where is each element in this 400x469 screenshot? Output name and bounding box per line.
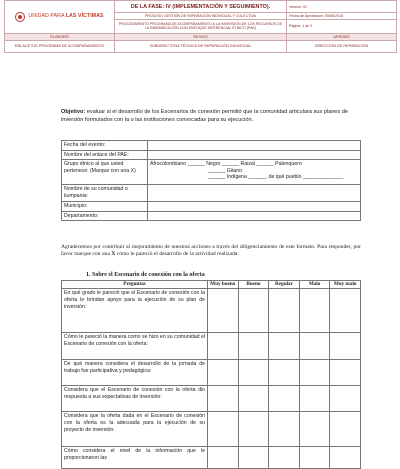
objective-label: Objetivo: [61, 109, 86, 115]
header-malo: Malo [299, 281, 330, 289]
table-row [62, 447, 361, 469]
header-regular: Regular [269, 281, 300, 289]
answer-cell[interactable] [299, 333, 330, 360]
event-info-table [61, 140, 361, 221]
answer-cell[interactable] [208, 289, 239, 333]
answer-cell[interactable] [238, 412, 269, 447]
answer-cell[interactable] [330, 289, 361, 333]
unidad-victimas-logo-icon [15, 12, 25, 22]
pae-name-field[interactable] [148, 150, 361, 160]
question-cell: De qué manera considera el desarrollo de la jornada de trabajo fue participativa y pedagógica: [62, 360, 208, 386]
answer-cell[interactable] [208, 412, 239, 447]
answer-cell[interactable] [269, 360, 300, 386]
phase-title: DE LA FASE: IV (IMPLEMENTACIÓN Y SEGUIMIENTO). [115, 1, 287, 13]
municipality-label: Municipio: [62, 202, 148, 212]
col-reviso: REVISÓ [115, 34, 287, 41]
answer-cell[interactable] [238, 447, 269, 469]
answer-cell[interactable] [299, 386, 330, 412]
answer-cell[interactable] [208, 447, 239, 469]
table-row [62, 333, 361, 360]
question-cell: Cómo le pareció la manera como se hizo en su comunidad el Escenario de conexión con la oferta: [62, 333, 208, 360]
ethnic-line-2: ______ Gitano [208, 167, 243, 174]
header-muy-malo: Muy malo [330, 281, 361, 289]
answer-cell[interactable] [269, 333, 300, 360]
elaboro-value: ENLACE SIG PROGRAMA DE ACOMPAÑAMIENTO [5, 41, 115, 53]
header-bueno: Bueno [238, 281, 269, 289]
col-elaboro: ELABORÓ [5, 34, 115, 41]
answer-cell[interactable] [208, 360, 239, 386]
objective-text: evaluar si el desarrollo de los Escenarios de conexión permitió que la comunidad articulara sus planes de inversión formulados con la o las instituciones convocadas para su ejecución. [61, 109, 348, 124]
event-date-label: Fecha del evento: [62, 141, 148, 151]
pae-name-label: Nombre del enlace del PAE: [62, 150, 148, 160]
logo-cell [5, 1, 115, 34]
department-label: Departamento: [62, 211, 148, 221]
question-cell: Considera que el Escenario de conexión con la oferta dio respuesta a sus expectativas de inversión: [62, 386, 208, 412]
section-title: 1. Sobre el Escenario de conexión con la oferta [86, 272, 205, 278]
ethnic-group-label: Grupo étnico al que usted pertenece: (Marque con una X) [62, 160, 148, 185]
header-muy-bueno: Muy bueno [208, 281, 239, 289]
evaluation-table [61, 280, 361, 469]
version: Versión: 01 [287, 1, 397, 13]
answer-cell[interactable] [299, 360, 330, 386]
reviso-value: SUBDIRECTORA TÉCNICA DE REPARACIÓN INDIVIDUAL [115, 41, 287, 53]
table-row [62, 289, 361, 333]
question-cell: Considera que la oferta dada en el Escenario de conexión con la oferta es la adecuada para la ejecución de su proyecto de inversión: [62, 412, 208, 447]
logo-text: UNIDAD PARA LAS VÍCTIMAS [28, 13, 104, 20]
answer-cell[interactable] [269, 289, 300, 333]
header-preguntas: Preguntas [62, 281, 208, 289]
answer-cell[interactable] [238, 289, 269, 333]
answer-cell[interactable] [299, 289, 330, 333]
approval-date: Fecha de Aprobación: 05/06/2016 [287, 13, 397, 19]
ethnic-line-3: ______ Indígena ______, de qué pueblo ______________ [208, 174, 344, 180]
answer-cell[interactable] [238, 386, 269, 412]
table-row [62, 360, 361, 386]
answer-cell[interactable] [269, 447, 300, 469]
answer-cell[interactable] [269, 386, 300, 412]
answer-cell[interactable] [299, 447, 330, 469]
answer-cell[interactable] [238, 333, 269, 360]
answer-cell[interactable] [330, 333, 361, 360]
answer-cell[interactable] [330, 412, 361, 447]
community-field[interactable] [148, 185, 361, 202]
process-name: PROCESO GESTIÓN DE REPARACIÓN INDIVIDUAL Y COLECTIVA [115, 13, 287, 19]
objective-paragraph [61, 108, 361, 124]
table-row [62, 386, 361, 412]
answer-cell[interactable] [330, 447, 361, 469]
answer-cell[interactable] [330, 360, 361, 386]
department-field[interactable] [148, 211, 361, 221]
mark-x: X [111, 251, 116, 258]
document-header [4, 0, 397, 53]
municipality-field[interactable] [148, 202, 361, 212]
question-cell: En qué grado le pareció que el Escenario de conexión con la oferta le brindan apoyo para la ejecución de su plan de inversión: [62, 289, 208, 333]
col-aprobo: APROBÓ [287, 34, 397, 41]
table-row [62, 412, 361, 447]
question-cell: Cómo considera el nivel de la información que le proporcionaron las [62, 447, 208, 469]
ethnic-group-options[interactable] [148, 160, 361, 185]
aprobo-value: DIRECCIÓN DE REPARACIÓN [287, 41, 397, 53]
answer-cell[interactable] [208, 386, 239, 412]
community-label: Nombre de su comunidad o kumpania: [62, 185, 148, 202]
answer-cell[interactable] [238, 360, 269, 386]
thanks-paragraph: Agradecemos por contribuir al mejoramiento de nuestras acciones a través del diligenciamiento de este formato. Para responder, por favor marque con una X cómo le pareció el desarrollo de la actividad realizada: [61, 244, 361, 258]
answer-cell[interactable] [269, 412, 300, 447]
answer-cell[interactable] [330, 386, 361, 412]
procedure-name: PROCEDIMIENTO PROGRAMA DE ACOMPAÑAMIENTO A LA INVERSIÓN DE LOS RECURSOS DE LA INDEMNIZACIÓN CON ENFOQUE DIFERENCIAL ÉTNICO (PAE) [115, 19, 287, 33]
answer-cell[interactable] [208, 333, 239, 360]
logo [7, 1, 112, 33]
event-date-field[interactable] [148, 141, 361, 151]
ethnic-line-1: Afrocolombiano ______ Negro ______ Raizal ______ Palenquero [150, 161, 302, 167]
page-number: Página: 1 de 2 [287, 19, 397, 33]
answer-cell[interactable] [299, 412, 330, 447]
